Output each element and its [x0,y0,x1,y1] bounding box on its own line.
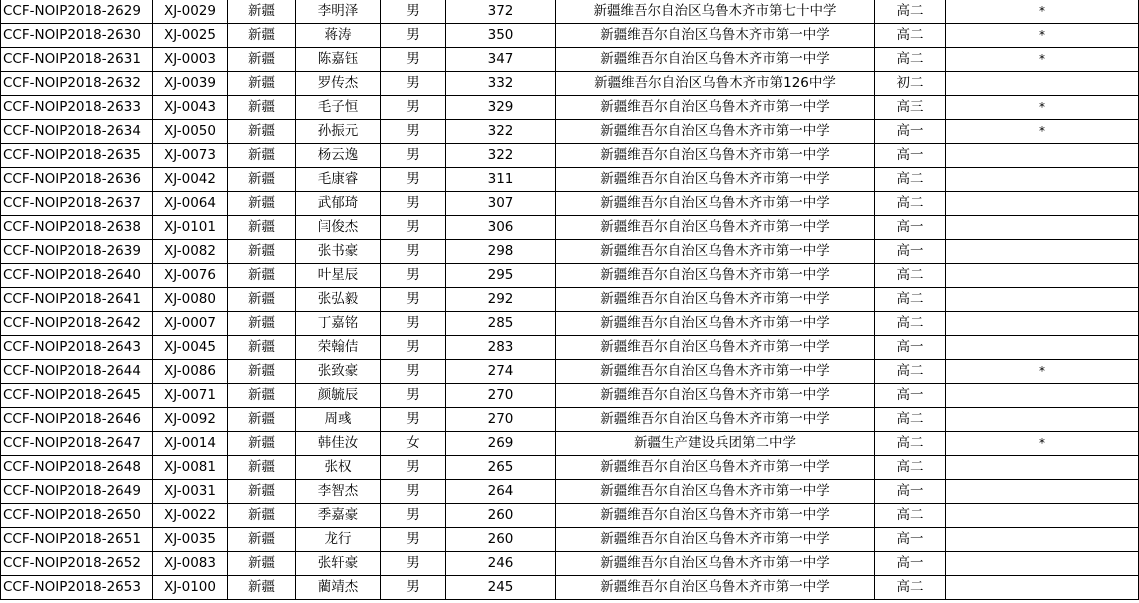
gender-cell: 男 [381,264,446,288]
mark-cell [946,168,1139,192]
grade-cell: 高一 [875,480,946,504]
mark-cell [946,384,1139,408]
grade-cell: 高二 [875,576,946,600]
registration-id-cell: CCF-NOIP2018-2635 [1,144,153,168]
student-name-cell: 颜毓辰 [296,384,381,408]
registration-id-cell: CCF-NOIP2018-2642 [1,312,153,336]
grade-cell: 高二 [875,168,946,192]
school-cell: 新疆维吾尔自治区乌鲁木齐市第七十中学 [556,0,875,24]
grade-cell: 高二 [875,432,946,456]
grade-cell: 高二 [875,0,946,24]
registration-id-cell: CCF-NOIP2018-2629 [1,0,153,24]
score-cell: 265 [446,456,556,480]
registration-id-cell: CCF-NOIP2018-2637 [1,192,153,216]
province-cell: 新疆 [228,120,296,144]
registration-id-cell: CCF-NOIP2018-2633 [1,96,153,120]
school-cell: 新疆维吾尔自治区乌鲁木齐市第一中学 [556,456,875,480]
exam-code-cell: XJ-0045 [153,336,228,360]
student-name-cell: 季嘉豪 [296,504,381,528]
student-name-cell: 韩佳汝 [296,432,381,456]
grade-cell: 高二 [875,312,946,336]
registration-id-cell: CCF-NOIP2018-2641 [1,288,153,312]
table-row [1,528,1139,552]
mark-cell [946,264,1139,288]
exam-code-cell: XJ-0025 [153,24,228,48]
registration-id-cell: CCF-NOIP2018-2631 [1,48,153,72]
table-row [1,264,1139,288]
table-row [1,168,1139,192]
exam-code-cell: XJ-0035 [153,528,228,552]
grade-cell: 高一 [875,240,946,264]
table-row [1,120,1139,144]
exam-code-cell: XJ-0086 [153,360,228,384]
mark-cell [946,72,1139,96]
grade-cell: 高二 [875,408,946,432]
score-cell: 260 [446,504,556,528]
table-row [1,312,1139,336]
grade-cell: 高二 [875,192,946,216]
student-name-cell: 李明泽 [296,0,381,24]
grade-cell: 初二 [875,72,946,96]
province-cell: 新疆 [228,432,296,456]
school-cell: 新疆维吾尔自治区乌鲁木齐市第一中学 [556,528,875,552]
registration-id-cell: CCF-NOIP2018-2647 [1,432,153,456]
gender-cell: 男 [381,528,446,552]
table-row [1,192,1139,216]
grade-cell: 高一 [875,120,946,144]
school-cell: 新疆维吾尔自治区乌鲁木齐市第一中学 [556,336,875,360]
score-cell: 322 [446,144,556,168]
mark-cell [946,336,1139,360]
table-row [1,552,1139,576]
table-row [1,48,1139,72]
registration-id-cell: CCF-NOIP2018-2636 [1,168,153,192]
table-row [1,96,1139,120]
mark-cell: * [946,96,1139,120]
registration-id-cell: CCF-NOIP2018-2638 [1,216,153,240]
school-cell: 新疆维吾尔自治区乌鲁木齐市第一中学 [556,168,875,192]
gender-cell: 男 [381,0,446,24]
table-row [1,360,1139,384]
mark-cell [946,312,1139,336]
mark-cell [946,552,1139,576]
gender-cell: 女 [381,432,446,456]
school-cell: 新疆维吾尔自治区乌鲁木齐市第一中学 [556,552,875,576]
school-cell: 新疆生产建设兵团第二中学 [556,432,875,456]
student-name-cell: 龙行 [296,528,381,552]
province-cell: 新疆 [228,216,296,240]
mark-cell: * [946,24,1139,48]
score-cell: 269 [446,432,556,456]
province-cell: 新疆 [228,48,296,72]
province-cell: 新疆 [228,72,296,96]
score-cell: 274 [446,360,556,384]
gender-cell: 男 [381,72,446,96]
province-cell: 新疆 [228,168,296,192]
student-name-cell: 孙振元 [296,120,381,144]
mark-cell: * [946,360,1139,384]
mark-cell [946,288,1139,312]
gender-cell: 男 [381,168,446,192]
grade-cell: 高二 [875,288,946,312]
registration-id-cell: CCF-NOIP2018-2644 [1,360,153,384]
mark-cell: * [946,432,1139,456]
grade-cell: 高一 [875,144,946,168]
table-body [1,0,1139,600]
mark-cell [946,408,1139,432]
score-cell: 307 [446,192,556,216]
score-cell: 372 [446,0,556,24]
gender-cell: 男 [381,96,446,120]
grade-cell: 高一 [875,384,946,408]
table-row [1,336,1139,360]
table-row [1,144,1139,168]
gender-cell: 男 [381,48,446,72]
exam-code-cell: XJ-0076 [153,264,228,288]
student-name-cell: 张致豪 [296,360,381,384]
province-cell: 新疆 [228,576,296,600]
school-cell: 新疆维吾尔自治区乌鲁木齐市第一中学 [556,576,875,600]
score-cell: 298 [446,240,556,264]
exam-code-cell: XJ-0007 [153,312,228,336]
student-name-cell: 罗传杰 [296,72,381,96]
gender-cell: 男 [381,552,446,576]
exam-code-cell: XJ-0022 [153,504,228,528]
exam-code-cell: XJ-0101 [153,216,228,240]
gender-cell: 男 [381,480,446,504]
registration-id-cell: CCF-NOIP2018-2649 [1,480,153,504]
grade-cell: 高一 [875,552,946,576]
exam-code-cell: XJ-0083 [153,552,228,576]
province-cell: 新疆 [228,504,296,528]
registration-id-cell: CCF-NOIP2018-2634 [1,120,153,144]
student-name-cell: 闫俊杰 [296,216,381,240]
gender-cell: 男 [381,384,446,408]
table-row [1,384,1139,408]
grade-cell: 高二 [875,24,946,48]
student-name-cell: 陈嘉钰 [296,48,381,72]
score-cell: 332 [446,72,556,96]
gender-cell: 男 [381,24,446,48]
exam-code-cell: XJ-0080 [153,288,228,312]
school-cell: 新疆维吾尔自治区乌鲁木齐市第一中学 [556,288,875,312]
table-row [1,480,1139,504]
school-cell: 新疆维吾尔自治区乌鲁木齐市第一中学 [556,24,875,48]
province-cell: 新疆 [228,144,296,168]
school-cell: 新疆维吾尔自治区乌鲁木齐市第一中学 [556,264,875,288]
grade-cell: 高二 [875,504,946,528]
exam-code-cell: XJ-0081 [153,456,228,480]
student-name-cell: 蒋涛 [296,24,381,48]
score-cell: 347 [446,48,556,72]
registration-id-cell: CCF-NOIP2018-2653 [1,576,153,600]
student-name-cell: 张轩豪 [296,552,381,576]
exam-code-cell: XJ-0050 [153,120,228,144]
table-row [1,456,1139,480]
registration-id-cell: CCF-NOIP2018-2639 [1,240,153,264]
table-row [1,240,1139,264]
score-cell: 270 [446,384,556,408]
score-cell: 350 [446,24,556,48]
gender-cell: 男 [381,504,446,528]
registration-id-cell: CCF-NOIP2018-2643 [1,336,153,360]
score-cell: 322 [446,120,556,144]
registration-id-cell: CCF-NOIP2018-2648 [1,456,153,480]
student-name-cell: 周彧 [296,408,381,432]
grade-cell: 高一 [875,336,946,360]
province-cell: 新疆 [228,408,296,432]
mark-cell: * [946,120,1139,144]
gender-cell: 男 [381,240,446,264]
grade-cell: 高一 [875,216,946,240]
exam-code-cell: XJ-0100 [153,576,228,600]
table-row [1,216,1139,240]
mark-cell [946,192,1139,216]
student-name-cell: 丁嘉铭 [296,312,381,336]
school-cell: 新疆维吾尔自治区乌鲁木齐市第一中学 [556,312,875,336]
table-row [1,408,1139,432]
exam-code-cell: XJ-0014 [153,432,228,456]
gender-cell: 男 [381,456,446,480]
gender-cell: 男 [381,288,446,312]
mark-cell [946,528,1139,552]
student-name-cell: 武郁琦 [296,192,381,216]
gender-cell: 男 [381,576,446,600]
gender-cell: 男 [381,360,446,384]
table-row [1,504,1139,528]
gender-cell: 男 [381,336,446,360]
gender-cell: 男 [381,408,446,432]
mark-cell [946,480,1139,504]
school-cell: 新疆维吾尔自治区乌鲁木齐市第126中学 [556,72,875,96]
exam-code-cell: XJ-0082 [153,240,228,264]
school-cell: 新疆维吾尔自治区乌鲁木齐市第一中学 [556,360,875,384]
province-cell: 新疆 [228,336,296,360]
mark-cell [946,240,1139,264]
province-cell: 新疆 [228,480,296,504]
province-cell: 新疆 [228,96,296,120]
student-name-cell: 杨云逸 [296,144,381,168]
exam-code-cell: XJ-0064 [153,192,228,216]
school-cell: 新疆维吾尔自治区乌鲁木齐市第一中学 [556,480,875,504]
score-cell: 246 [446,552,556,576]
gender-cell: 男 [381,192,446,216]
grade-cell: 高二 [875,48,946,72]
registration-id-cell: CCF-NOIP2018-2652 [1,552,153,576]
student-name-cell: 张弘毅 [296,288,381,312]
province-cell: 新疆 [228,528,296,552]
gender-cell: 男 [381,120,446,144]
province-cell: 新疆 [228,240,296,264]
school-cell: 新疆维吾尔自治区乌鲁木齐市第一中学 [556,504,875,528]
mark-cell [946,576,1139,600]
score-cell: 306 [446,216,556,240]
student-name-cell: 荣翰佶 [296,336,381,360]
score-cell: 329 [446,96,556,120]
table-row [1,432,1139,456]
registration-id-cell: CCF-NOIP2018-2650 [1,504,153,528]
gender-cell: 男 [381,216,446,240]
student-name-cell: 藺靖杰 [296,576,381,600]
mark-cell: * [946,0,1139,24]
table-row [1,24,1139,48]
school-cell: 新疆维吾尔自治区乌鲁木齐市第一中学 [556,240,875,264]
table-row [1,576,1139,600]
grade-cell: 高二 [875,456,946,480]
mark-cell [946,456,1139,480]
score-cell: 292 [446,288,556,312]
province-cell: 新疆 [228,360,296,384]
exam-code-cell: XJ-0092 [153,408,228,432]
province-cell: 新疆 [228,288,296,312]
table-row [1,72,1139,96]
province-cell: 新疆 [228,192,296,216]
student-name-cell: 李智杰 [296,480,381,504]
exam-code-cell: XJ-0073 [153,144,228,168]
province-cell: 新疆 [228,384,296,408]
registration-id-cell: CCF-NOIP2018-2640 [1,264,153,288]
grade-cell: 高三 [875,96,946,120]
school-cell: 新疆维吾尔自治区乌鲁木齐市第一中学 [556,48,875,72]
exam-code-cell: XJ-0043 [153,96,228,120]
score-cell: 283 [446,336,556,360]
school-cell: 新疆维吾尔自治区乌鲁木齐市第一中学 [556,120,875,144]
table-row [1,288,1139,312]
mark-cell [946,216,1139,240]
registration-id-cell: CCF-NOIP2018-2630 [1,24,153,48]
score-cell: 270 [446,408,556,432]
score-cell: 264 [446,480,556,504]
score-cell: 285 [446,312,556,336]
student-name-cell: 张权 [296,456,381,480]
school-cell: 新疆维吾尔自治区乌鲁木齐市第一中学 [556,144,875,168]
student-name-cell: 叶星辰 [296,264,381,288]
mark-cell [946,144,1139,168]
province-cell: 新疆 [228,264,296,288]
score-cell: 260 [446,528,556,552]
table-row [1,0,1139,24]
school-cell: 新疆维吾尔自治区乌鲁木齐市第一中学 [556,192,875,216]
grade-cell: 高二 [875,264,946,288]
grade-cell: 高二 [875,360,946,384]
registration-id-cell: CCF-NOIP2018-2645 [1,384,153,408]
school-cell: 新疆维吾尔自治区乌鲁木齐市第一中学 [556,408,875,432]
exam-code-cell: XJ-0039 [153,72,228,96]
mark-cell [946,504,1139,528]
score-cell: 295 [446,264,556,288]
registration-id-cell: CCF-NOIP2018-2646 [1,408,153,432]
mark-cell: * [946,48,1139,72]
exam-code-cell: XJ-0003 [153,48,228,72]
school-cell: 新疆维吾尔自治区乌鲁木齐市第一中学 [556,96,875,120]
province-cell: 新疆 [228,0,296,24]
exam-code-cell: XJ-0042 [153,168,228,192]
exam-code-cell: XJ-0029 [153,0,228,24]
province-cell: 新疆 [228,456,296,480]
province-cell: 新疆 [228,552,296,576]
registration-id-cell: CCF-NOIP2018-2651 [1,528,153,552]
exam-code-cell: XJ-0031 [153,480,228,504]
school-cell: 新疆维吾尔自治区乌鲁木齐市第一中学 [556,384,875,408]
grade-cell: 高一 [875,528,946,552]
score-cell: 245 [446,576,556,600]
school-cell: 新疆维吾尔自治区乌鲁木齐市第一中学 [556,216,875,240]
province-cell: 新疆 [228,312,296,336]
gender-cell: 男 [381,312,446,336]
gender-cell: 男 [381,144,446,168]
registration-id-cell: CCF-NOIP2018-2632 [1,72,153,96]
student-name-cell: 张书豪 [296,240,381,264]
student-name-cell: 毛子恒 [296,96,381,120]
exam-code-cell: XJ-0071 [153,384,228,408]
student-name-cell: 毛康睿 [296,168,381,192]
score-cell: 311 [446,168,556,192]
province-cell: 新疆 [228,24,296,48]
